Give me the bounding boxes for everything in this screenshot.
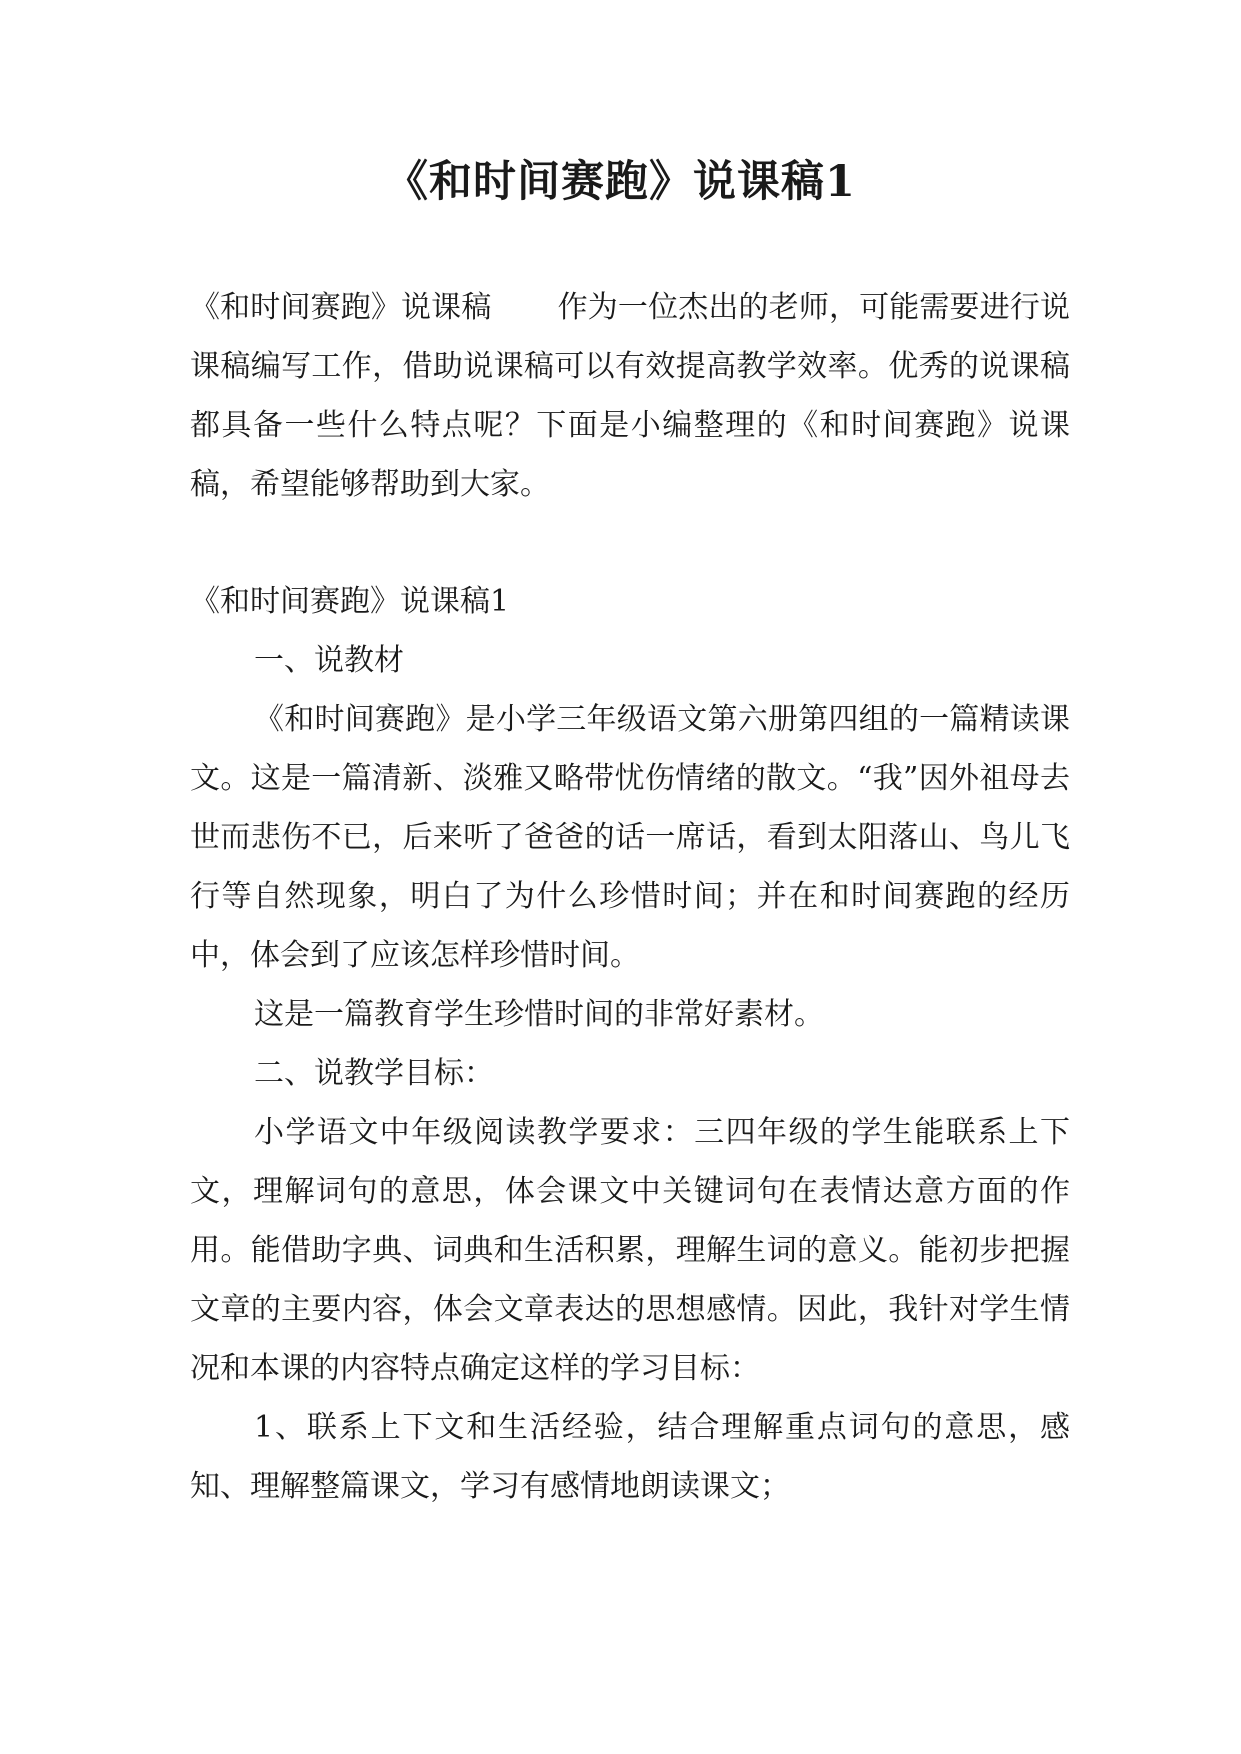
heading-teaching-goals: 二、说教学目标： bbox=[254, 1056, 494, 1091]
paragraph-textbook-summary: 这是一篇教育学生珍惜时间的非常好素材。 bbox=[254, 997, 824, 1032]
intro-paragraph bbox=[190, 278, 1070, 514]
intro-lead: 《和时间赛跑》说课稿 bbox=[190, 290, 492, 325]
section-title: 《和时间赛跑》说课稿1 bbox=[190, 584, 510, 619]
paragraph-teaching-goals: 小学语文中年级阅读教学要求：三四年级的学生能联系上下文，理解词句的意思，体会课文中关键词句在表情达意方面的作用。能借助字典、词典和生活积累，理解生词的意义。能初步把握文章的主要内容，体会文章表达的思想感情。因此，我针对学生情况和本课的内容特点确定这样的学习目标： bbox=[190, 1115, 1070, 1386]
document-title: 《和时间赛跑》说课稿1 bbox=[385, 157, 856, 207]
list-item-goal-1: 1、联系上下文和生活经验，结合理解重点词句的意思，感知、理解整篇课文，学习有感情地朗读课文； bbox=[190, 1410, 1070, 1504]
paragraph-textbook-description: 《和时间赛跑》是小学三年级语文第六册第四组的一篇精读课文。这是一篇清新、淡雅又略带忧伤情绪的散文。“我”因外祖母去世而悲伤不已，后来听了爸爸的话一席话，看到太阳落山、鸟儿飞行等自然现象，明白了为什么珍惜时间；并在和时间赛跑的经历中，体会到了应该怎样珍惜时间。 bbox=[190, 702, 1070, 973]
heading-textbook: 一、说教材 bbox=[254, 643, 404, 678]
intro-text: 作为一位杰出的老师，可能需要进行说课稿编写工作，借助说课稿可以有效提高教学效率。优秀的说课稿都具备一些什么特点呢？下面是小编整理的《和时间赛跑》说课稿，希望能够帮助到大家。 bbox=[190, 290, 1071, 502]
document-body bbox=[190, 278, 1070, 1516]
